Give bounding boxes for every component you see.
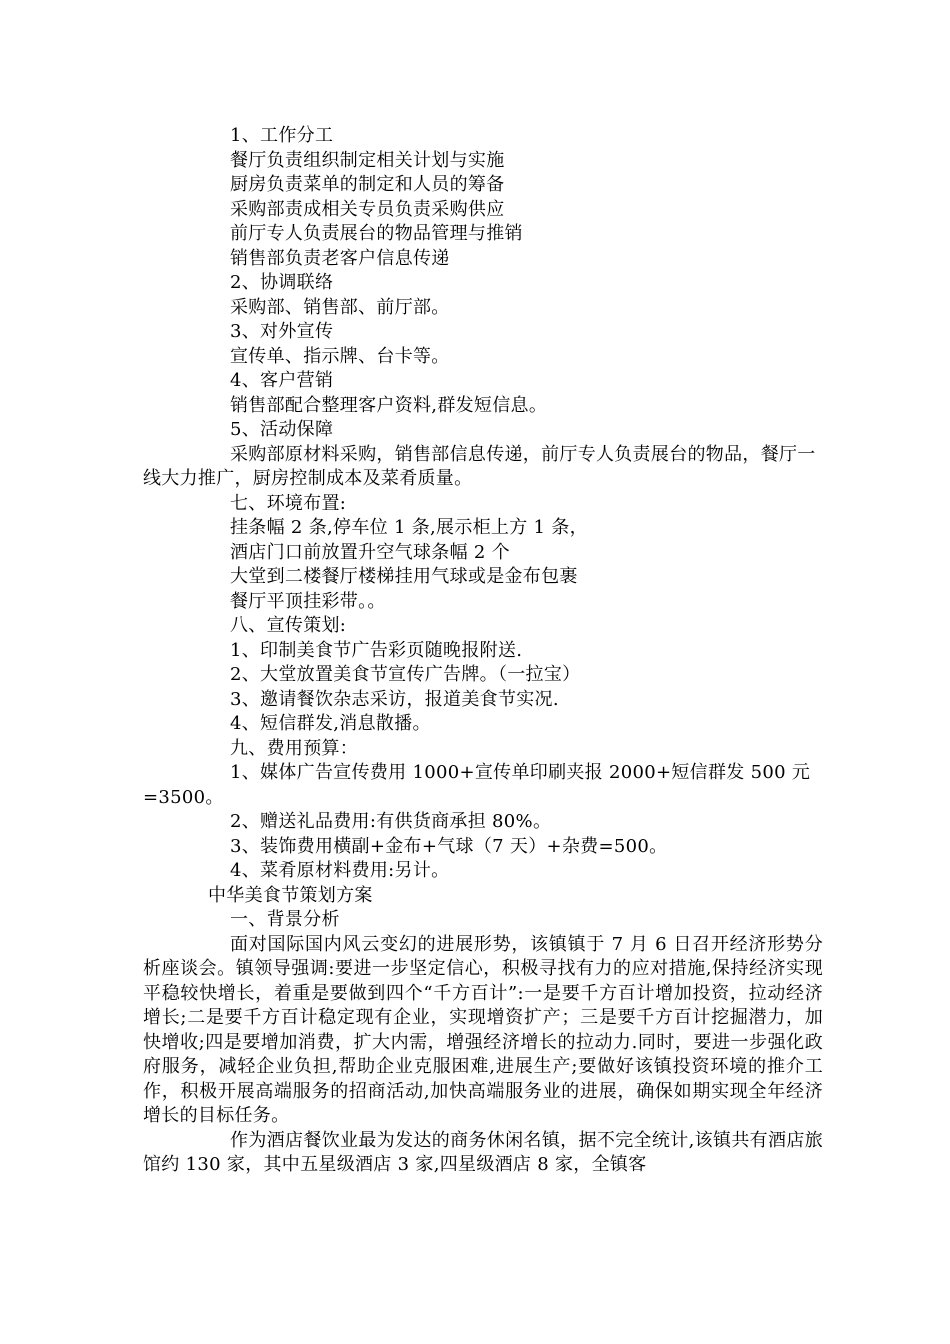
paragraph-hotels: 作为酒店餐饮业最为发达的商务休闲名镇，据不完全统计,该镇共有酒店旅馆约 130 家，其中五星级酒店 3 家,四星级酒店 8 家，全镇客	[143, 1129, 823, 1175]
list-item: 销售部负责老客户信息传递	[230, 247, 450, 269]
list-item: 4、客户营销	[230, 370, 334, 391]
list-item: 3、邀请餐饮杂志采访，报道美食节实况.	[230, 688, 559, 710]
paragraph-background: 面对国际国内风云变幻的进展形势，该镇镇于 7 月 6 日召开经济形势分析座谈会。镇领导强调:要进一步坚定信心，积极寻找有力的应对措施,保持经济实现平稳较快增长，着重是要做到四个“千方百计”:一是要千方百计增加投资，拉动经济增长;二是要千方百计稳定现有企业，实现增资扩产；三是要千方百计挖掘潜力，加快增收;四是要增加消费，扩大内需，增强经济增长的拉动力.同时，要进一步强化政府服务，减轻企业负担,帮助企业克服困难,进展生产;要做好该镇投资环境的推介工作，积极开展高端服务的招商活动,加快高端服务业的进展，确保如期实现全年经济增长的目标任务。	[143, 933, 823, 1126]
list-item: 销售部配合整理客户资料,群发短信息。	[230, 394, 548, 416]
document-title: 中华美食节策划方案	[208, 884, 373, 906]
section-heading-budget: 九、费用预算：	[230, 737, 359, 759]
list-item: 酒店门口前放置升空气球条幅 2 个	[230, 541, 510, 563]
list-item: 前厅专人负责展台的物品管理与推销	[230, 223, 523, 244]
list-item: 宣传单、指示牌、台卡等。	[230, 345, 450, 367]
paragraph-support: 采购部原材料采购，销售部信息传递，前厅专人负责展台的物品，餐厅一线大力推广，厨房控制成本及菜肴质量。	[143, 443, 816, 489]
list-item: 餐厅平顶挂彩带。。	[230, 590, 386, 612]
section-heading-background: 一、背景分析	[230, 909, 340, 930]
list-item: 2、赠送礼品费用:有供货商承担 80%。	[230, 811, 552, 832]
list-item: 厨房负责菜单的制定和人员的筹备	[230, 174, 505, 195]
list-item: 1、印制美食节广告彩页随晚报附送.	[230, 639, 523, 661]
list-item: 大堂到二楼餐厅楼梯挂用气球或是金布包裹	[230, 566, 578, 587]
list-item: 采购部、销售部、前厅部。	[230, 296, 450, 318]
list-item: 3、对外宣传	[230, 321, 334, 342]
list-item: 2、大堂放置美食节宣传广告牌。（一拉宝）	[230, 664, 581, 685]
list-item: 餐厅负责组织制定相关计划与实施	[230, 149, 505, 171]
section-heading-promotion: 八、宣传策划:	[230, 615, 347, 636]
list-item: 4、短信群发,消息散播。	[230, 713, 431, 734]
paragraph-budget: 1、媒体广告宣传费用 1000+宣传单印刷夹报 2000+短信群发 500 元=3500。	[143, 762, 811, 808]
list-item: 1、工作分工	[230, 125, 334, 146]
list-item: 挂条幅 2 条,停车位 1 条,展示柜上方 1 条，	[230, 517, 588, 538]
list-item: 采购部责成相关专员负责采购供应	[230, 198, 505, 220]
list-item: 3、装饰费用横副+金布+气球（7 天）+杂费=500。	[230, 835, 668, 857]
list-item: 5、活动保障	[230, 419, 334, 440]
list-item: 4、菜肴原材料费用:另计。	[230, 860, 450, 881]
list-item: 2、协调联络	[230, 272, 334, 293]
section-heading-environment: 七、环境布置:	[230, 492, 347, 514]
document-body	[143, 124, 823, 1178]
